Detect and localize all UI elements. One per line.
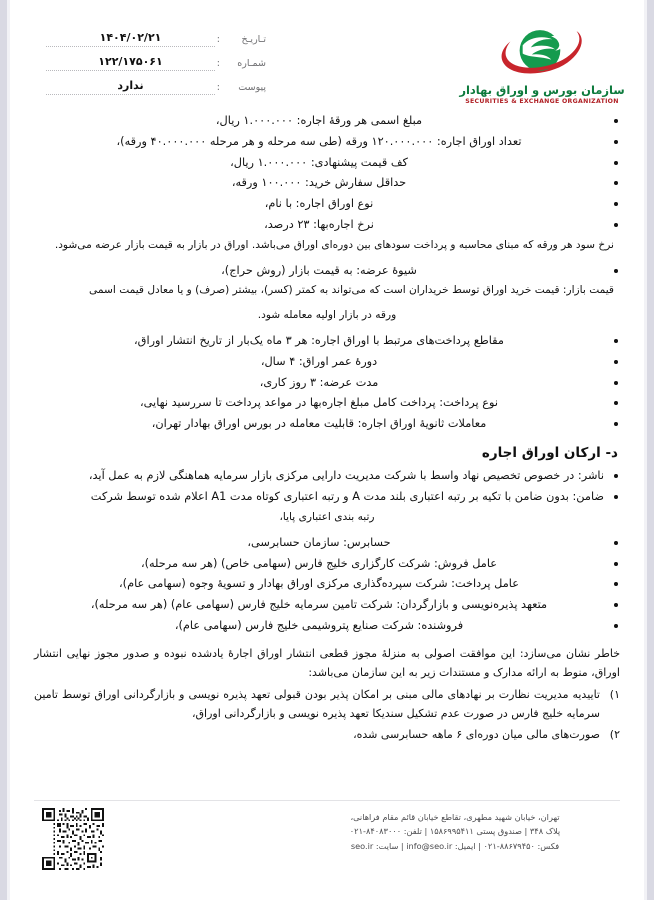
pillar-guarantor: ضامن: بدون ضامن با تکیه بر رتبه اعتباری بلند مدت A و رتبه اعتباری کوتاه مدت A1 اعلام شده توسط شرکت xyxy=(90,490,604,504)
term-rental-rate: نرخ اجاره‌بها: ۲۳ درصد، xyxy=(264,217,374,231)
list-item xyxy=(34,332,620,350)
term-payment-type: نوع پرداخت: پرداخت کامل مبلغ اجاره‌بها در مواعد پرداخت تا سررسید نهایی، xyxy=(140,396,498,410)
list-item xyxy=(34,726,620,745)
list-item xyxy=(34,686,620,724)
list-item xyxy=(34,374,620,392)
meta-label-attachment: پیوست xyxy=(238,82,266,93)
list-item xyxy=(34,353,620,371)
requirement-number-2: ۲) xyxy=(609,727,620,741)
requirement-text-2: صورت‌های مالی میان دوره‌ای ۶ ماهه حسابرسی شده، xyxy=(353,727,600,741)
requirements-list xyxy=(34,686,620,745)
term-secondary-trading: معاملات ثانویهٔ اوراق اجاره: قابلیت معامله در بورس اوراق بهادار تهران، xyxy=(151,417,487,431)
term-payment-intervals: مقاطع پرداخت‌های مرتبط با اوراق اجاره: هر ۳ ماه یک‌بار از تاریخ انتشار اوراق، xyxy=(134,333,504,347)
meta-row-date xyxy=(46,26,266,47)
list-item xyxy=(34,534,620,552)
term-market-price-note-2: ورقه در بازار اولیه معامله شود. xyxy=(257,309,397,322)
meta-row-attachment xyxy=(46,74,266,95)
list-item xyxy=(34,154,620,172)
list-item xyxy=(34,415,620,433)
list-item xyxy=(34,262,620,280)
qr-code-icon xyxy=(42,808,104,870)
page-edge-right xyxy=(647,0,654,900)
meta-value-number: ۱۲۲/۱۷۵۰۶۱ xyxy=(46,55,215,71)
terms-list-offering xyxy=(34,262,620,280)
pillar-auditor: حسابرس: سازمان حسابرسی، xyxy=(247,535,391,549)
letter-sheet xyxy=(10,0,644,900)
list-item xyxy=(34,174,620,192)
pillar-sales-agent: عامل فروش: شرکت کارگزاری خلیج فارس (سهامی خاص) (هر سه مرحله)، xyxy=(140,556,498,570)
pillars-list xyxy=(34,467,620,506)
meta-colon-attachment: : xyxy=(216,82,220,93)
page-edge-right-inner xyxy=(644,0,647,900)
term-market-price-note-1: قیمت بازار: قیمت خرید اوراق توسط خریداران است که می‌تواند به کمتر (کسر)، بیشتر (صرف) و یا معادل قیمت اسمی xyxy=(89,284,614,297)
meta-value-attachment: ندارد xyxy=(46,79,215,95)
pillar-issuer: ناشر: در خصوص تخصیص نهاد واسط با شرکت مدیریت دارایی مرکزی بازار سرمایه هماهنگی لازم به عمل آید، xyxy=(88,469,604,483)
pillar-guarantor-continuation: رتبه بندی اعتباری پایا، xyxy=(279,511,375,524)
organization-name-fa: سازمان بورس و اوراق بهادار xyxy=(459,83,625,97)
list-item xyxy=(34,488,620,506)
term-nominal-value: مبلغ اسمی هر ورقهٔ اجاره: ۱.۰۰۰.۰۰۰ ریال، xyxy=(215,114,423,127)
term-min-order: حداقل سفارش خرید: ۱۰۰.۰۰۰ ورقه، xyxy=(231,176,407,190)
term-floor-price: کف قیمت پیشنهادی: ۱.۰۰۰.۰۰۰ ریال، xyxy=(230,155,408,169)
list-item xyxy=(34,394,620,412)
list-item xyxy=(34,133,620,151)
footer-address-line-3: فکس: ۸۸۶۷۹۴۵۰-۰۲۱ | ایمیل: info@seo.ir | سایت: seo.ir xyxy=(350,840,560,851)
list-item xyxy=(34,195,620,213)
organization-logo-block xyxy=(458,22,626,105)
meta-colon-date: : xyxy=(216,34,220,45)
letterhead xyxy=(10,0,644,112)
meta-colon-number: : xyxy=(216,58,220,69)
section-heading-pillars: د- ارکان اوراق اجاره xyxy=(481,445,618,462)
organization-name-en: SECURITIES & EXCHANGE ORGANIZATION xyxy=(465,97,619,105)
footer-address xyxy=(290,810,620,853)
seo-globe-swoosh-icon xyxy=(490,22,594,82)
pillars-list-2 xyxy=(34,534,620,635)
term-maturity-period: دورهٔ عمر اوراق: ۴ سال، xyxy=(260,354,378,368)
list-item xyxy=(34,555,620,573)
footer-address-line-1: تهران، خیابان شهید مطهری، تقاطع خیابان قائم مقام فراهانی، xyxy=(350,812,560,822)
term-security-type: نوع اوراق اجاره: با نام، xyxy=(264,197,374,211)
meta-value-date: ۱۴۰۴/۰۲/۲۱ xyxy=(46,31,215,47)
pillar-underwriter-marketmaker: متعهد پذیره‌نویسی و بازارگردان: شرکت تامین سرمایه خلیج فارس (سهامی عام) (هر سه مرحله)، xyxy=(90,598,548,612)
letter-body xyxy=(34,112,620,747)
requirement-text-1: تاییدیه مدیریت نظارت بر نهادهای مالی مبنی بر امکان پذیر بودن قبولی تعهد پذیره نویسی و بازارگردانی اوراق توسط تامین سرمایه خلیج فارس در صورت عدم تشکیل سندیکا تعهد پذیره نویسی و بازارگردانی اوراق، xyxy=(34,688,600,721)
closing-note: خاطر نشان می‌سازد: این موافقت اصولی به منزلهٔ مجوز قطعی انتشار اوراق اجارهٔ یادشده نبوده و صدور مجوز نهایی انتشار اوراق، منوط به ارائه مدارک و مستندات زیر به این سازمان می‌باشد: xyxy=(34,647,620,680)
list-item xyxy=(34,112,620,130)
term-securities-count: تعداد اوراق اجاره: ۱۲۰.۰۰۰.۰۰۰ ورقه (طی سه مرحله و هر مرحله ۴۰.۰۰۰.۰۰۰ ورقه)، xyxy=(116,134,522,148)
list-item xyxy=(34,575,620,593)
list-item xyxy=(34,467,620,485)
term-offering-method: شیوهٔ عرضه: به قیمت بازار (روش حراج)، xyxy=(221,263,417,277)
list-item xyxy=(34,596,620,614)
list-item xyxy=(34,617,620,635)
meta-row-number xyxy=(46,50,266,71)
requirement-number-1: ۱) xyxy=(609,688,620,702)
pillar-seller: فروشنده: شرکت صنایع پتروشیمی خلیج فارس (سهامی عام)، xyxy=(174,619,464,633)
terms-list-primary xyxy=(34,112,620,234)
term-offering-duration: مدت عرضه: ۳ روز کاری، xyxy=(259,375,379,389)
meta-label-number: شمـاره xyxy=(237,58,266,69)
letter-footer xyxy=(34,800,620,886)
letter-meta-fields xyxy=(46,26,266,98)
terms-list-secondary xyxy=(34,332,620,433)
footer-divider xyxy=(34,800,620,801)
page-edge-left xyxy=(0,0,7,900)
meta-label-date: تـاریـخ xyxy=(241,34,266,45)
term-rental-rate-note: نرخ سود هر ورقه که مبنای محاسبه و پرداخت سودهای بین دوره‌ای اوراق می‌باشد. اوراق در بازار به قیمت بازار عرضه می‌شود. xyxy=(54,238,614,251)
list-item xyxy=(34,216,620,234)
pillar-payment-agent: عامل پرداخت: شرکت سپرده‌گذاری مرکزی اوراق بهادار و تسویهٔ وجوه (سهامی عام)، xyxy=(119,577,519,591)
footer-address-line-2: پلاک ۳۴۸ | صندوق پستی ۱۵۸۶۹۹۵۴۱۱ | تلفن: ۸۴۰۸۳۰۰۰-۰۲۱ xyxy=(349,826,561,837)
